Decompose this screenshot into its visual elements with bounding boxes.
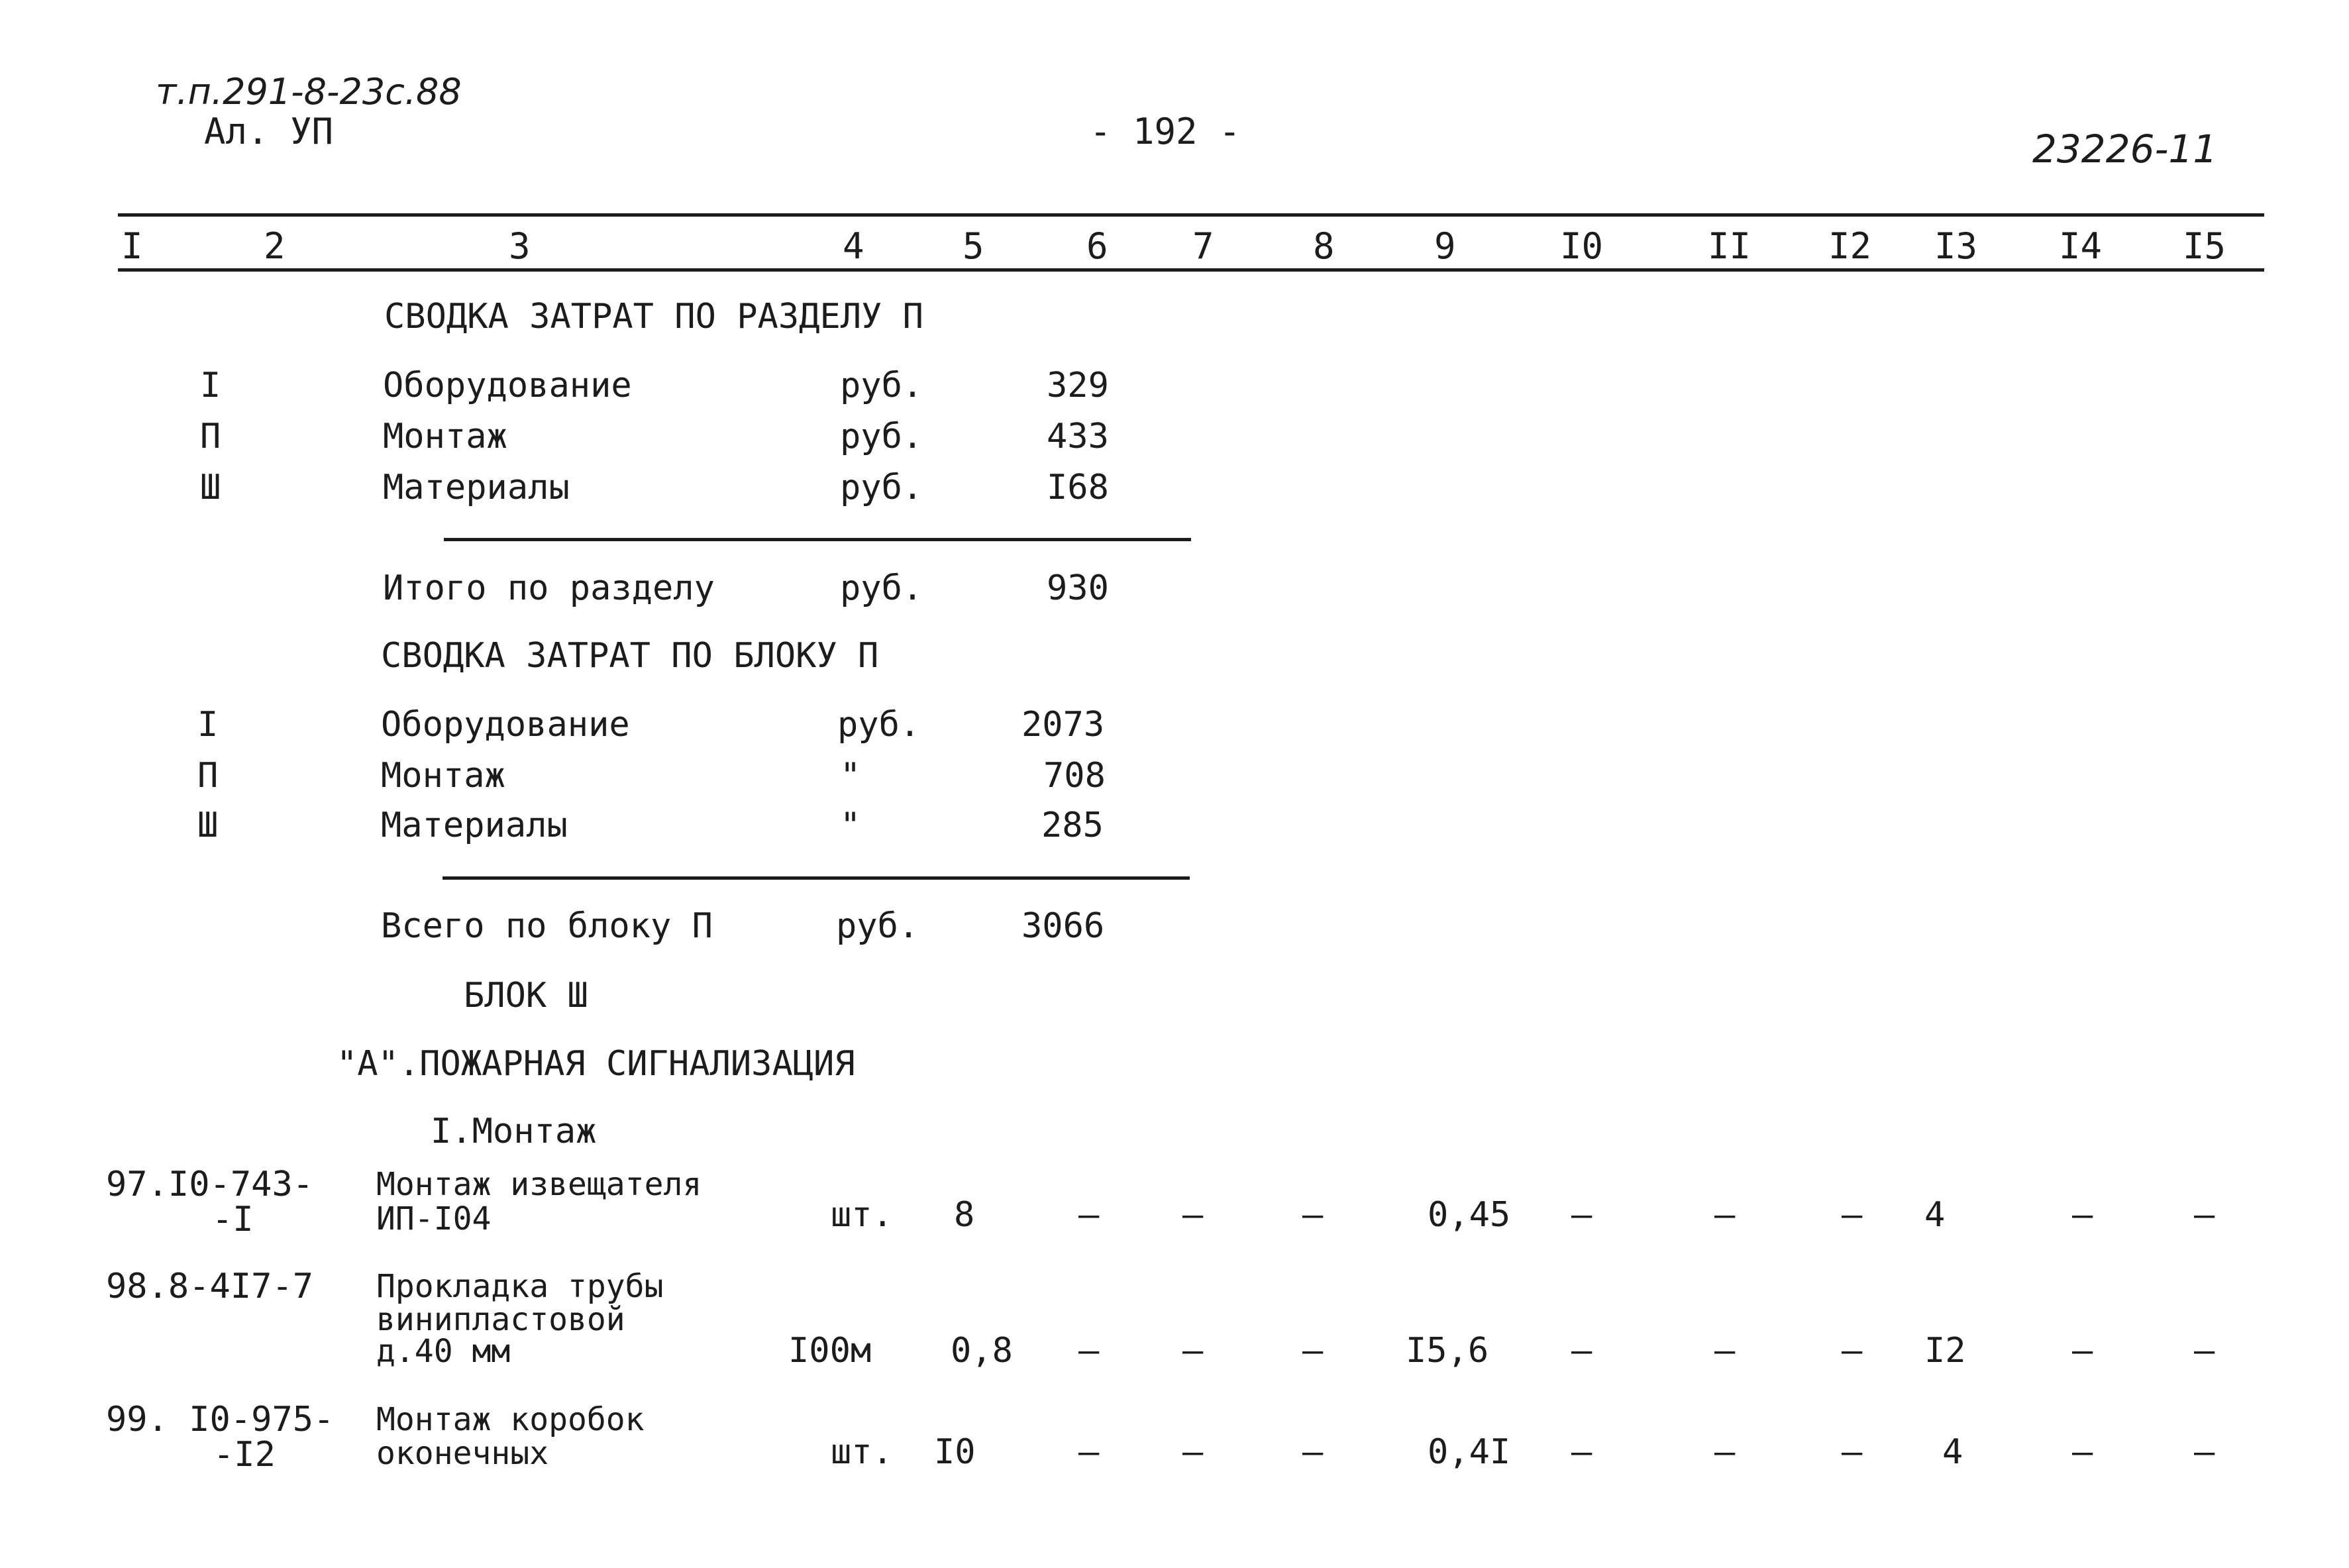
item-col6: – xyxy=(1078,1432,1100,1472)
item-col10: – xyxy=(1571,1331,1592,1371)
inventory-number: 23226-11 xyxy=(2032,127,2218,172)
total-value: 3066 xyxy=(1021,906,1105,946)
row-unit: " xyxy=(840,756,861,796)
album-label: Ал. УП xyxy=(204,111,334,152)
subtotal-rule xyxy=(443,876,1190,880)
row-value: 285 xyxy=(1041,806,1104,845)
column-header: I xyxy=(121,225,143,267)
item-qty: 8 xyxy=(954,1195,975,1235)
row-number: I xyxy=(197,705,219,745)
row-name: Оборудование xyxy=(381,705,630,745)
item-col12: – xyxy=(1842,1195,1863,1235)
item-col7: – xyxy=(1182,1432,1204,1472)
item-col14: – xyxy=(2072,1195,2093,1235)
item-qty: 0,8 xyxy=(951,1331,1013,1371)
subsection-title: "А".ПОЖАРНАЯ СИГНАЛИЗАЦИЯ xyxy=(337,1044,855,1084)
item-col13: 4 xyxy=(1924,1195,1946,1235)
item-col11: – xyxy=(1714,1432,1736,1472)
row-name: Монтаж xyxy=(381,756,505,796)
subtotal-rule xyxy=(444,538,1191,541)
item-code: 99. I0-975- xyxy=(106,1400,335,1439)
part-title: I.Монтаж xyxy=(431,1112,597,1151)
item-col10: – xyxy=(1571,1195,1592,1235)
row-number: П xyxy=(197,756,219,796)
item-col6: – xyxy=(1078,1195,1100,1235)
item-col9: I5,6 xyxy=(1406,1331,1489,1371)
row-unit: руб. xyxy=(840,366,923,405)
row-name: Оборудование xyxy=(383,366,632,405)
total-name: Итого по разделу xyxy=(383,568,715,608)
item-col11: – xyxy=(1714,1195,1736,1235)
item-col7: – xyxy=(1182,1331,1204,1371)
item-col12: – xyxy=(1842,1432,1863,1472)
row-unit: " xyxy=(840,806,861,845)
item-name: Прокладка трубы xyxy=(376,1268,664,1305)
column-header: I0 xyxy=(1560,225,1604,267)
item-unit: шт. xyxy=(831,1195,893,1235)
block-title: БЛОК Ш xyxy=(464,976,588,1016)
item-col15: – xyxy=(2194,1432,2215,1472)
column-header: I3 xyxy=(1934,225,1978,267)
item-name: винипластовой xyxy=(376,1301,625,1338)
column-header: 2 xyxy=(264,225,286,267)
item-col15: – xyxy=(2194,1195,2215,1235)
document-code: т.п.291-8-23с.88 xyxy=(156,71,462,113)
column-header: 9 xyxy=(1434,225,1456,267)
row-number: Ш xyxy=(200,468,221,507)
row-value: 2073 xyxy=(1021,705,1105,745)
item-code: -I xyxy=(212,1200,254,1239)
column-header: 8 xyxy=(1313,225,1335,267)
row-value: 329 xyxy=(1047,366,1109,405)
row-unit: руб. xyxy=(840,417,923,456)
row-name: Материалы xyxy=(381,806,568,845)
row-unit: руб. xyxy=(837,705,921,745)
item-col13: 4 xyxy=(1942,1432,1963,1472)
item-name: Монтаж извещателя xyxy=(376,1166,702,1203)
item-col15: – xyxy=(2194,1331,2215,1371)
column-header: I2 xyxy=(1828,225,1872,267)
row-value: 433 xyxy=(1047,417,1109,456)
item-unit: I00м xyxy=(788,1331,872,1371)
column-header: 4 xyxy=(843,225,864,267)
column-header: II xyxy=(1708,225,1751,267)
header-bottom-rule xyxy=(118,268,2264,272)
item-code: 97.I0-743- xyxy=(106,1165,314,1204)
item-name: д.40 мм xyxy=(376,1333,511,1370)
item-col12: – xyxy=(1842,1331,1863,1371)
column-header: I5 xyxy=(2183,225,2226,267)
item-col11: – xyxy=(1714,1331,1736,1371)
item-name: ИП-I04 xyxy=(376,1200,492,1237)
item-col10: – xyxy=(1571,1432,1592,1472)
item-col14: – xyxy=(2072,1432,2093,1472)
row-unit: руб. xyxy=(840,468,923,507)
item-qty: I0 xyxy=(934,1432,976,1472)
column-header: 3 xyxy=(509,225,531,267)
item-col6: – xyxy=(1078,1331,1100,1371)
column-header: 6 xyxy=(1086,225,1108,267)
total-unit: руб. xyxy=(836,906,919,946)
row-number: I xyxy=(200,366,221,405)
item-col7: – xyxy=(1182,1195,1204,1235)
row-value: I68 xyxy=(1047,468,1109,507)
item-col9: 0,4I xyxy=(1428,1432,1511,1472)
item-col8: – xyxy=(1302,1331,1324,1371)
item-col9: 0,45 xyxy=(1428,1195,1511,1235)
total-unit: руб. xyxy=(840,568,923,608)
item-code: 98.8-4I7-7 xyxy=(106,1267,314,1306)
header-top-rule xyxy=(118,213,2264,217)
column-header: 5 xyxy=(963,225,984,267)
item-col8: – xyxy=(1302,1432,1324,1472)
item-col13: I2 xyxy=(1924,1331,1966,1371)
column-header: I4 xyxy=(2059,225,2103,267)
row-name: Материалы xyxy=(383,468,570,507)
column-header: 7 xyxy=(1192,225,1214,267)
total-name: Всего по блоку П xyxy=(381,906,713,946)
row-number: Ш xyxy=(197,806,219,845)
row-name: Монтаж xyxy=(383,417,507,456)
item-unit: шт. xyxy=(831,1432,893,1472)
item-col14: – xyxy=(2072,1331,2093,1371)
item-code: -I2 xyxy=(213,1435,276,1475)
section-summary-title: СВОДКА ЗАТРАТ ПО РАЗДЕЛУ П xyxy=(384,297,923,337)
total-value: 930 xyxy=(1047,568,1109,608)
item-name: Монтаж коробок xyxy=(376,1401,645,1438)
page-number: - 192 - xyxy=(1090,111,1241,152)
row-number: П xyxy=(200,417,221,456)
item-col8: – xyxy=(1302,1195,1324,1235)
row-value: 708 xyxy=(1043,756,1106,796)
item-name: оконечных xyxy=(376,1435,549,1472)
block-summary-title: СВОДКА ЗАТРАТ ПО БЛОКУ П xyxy=(381,636,879,676)
